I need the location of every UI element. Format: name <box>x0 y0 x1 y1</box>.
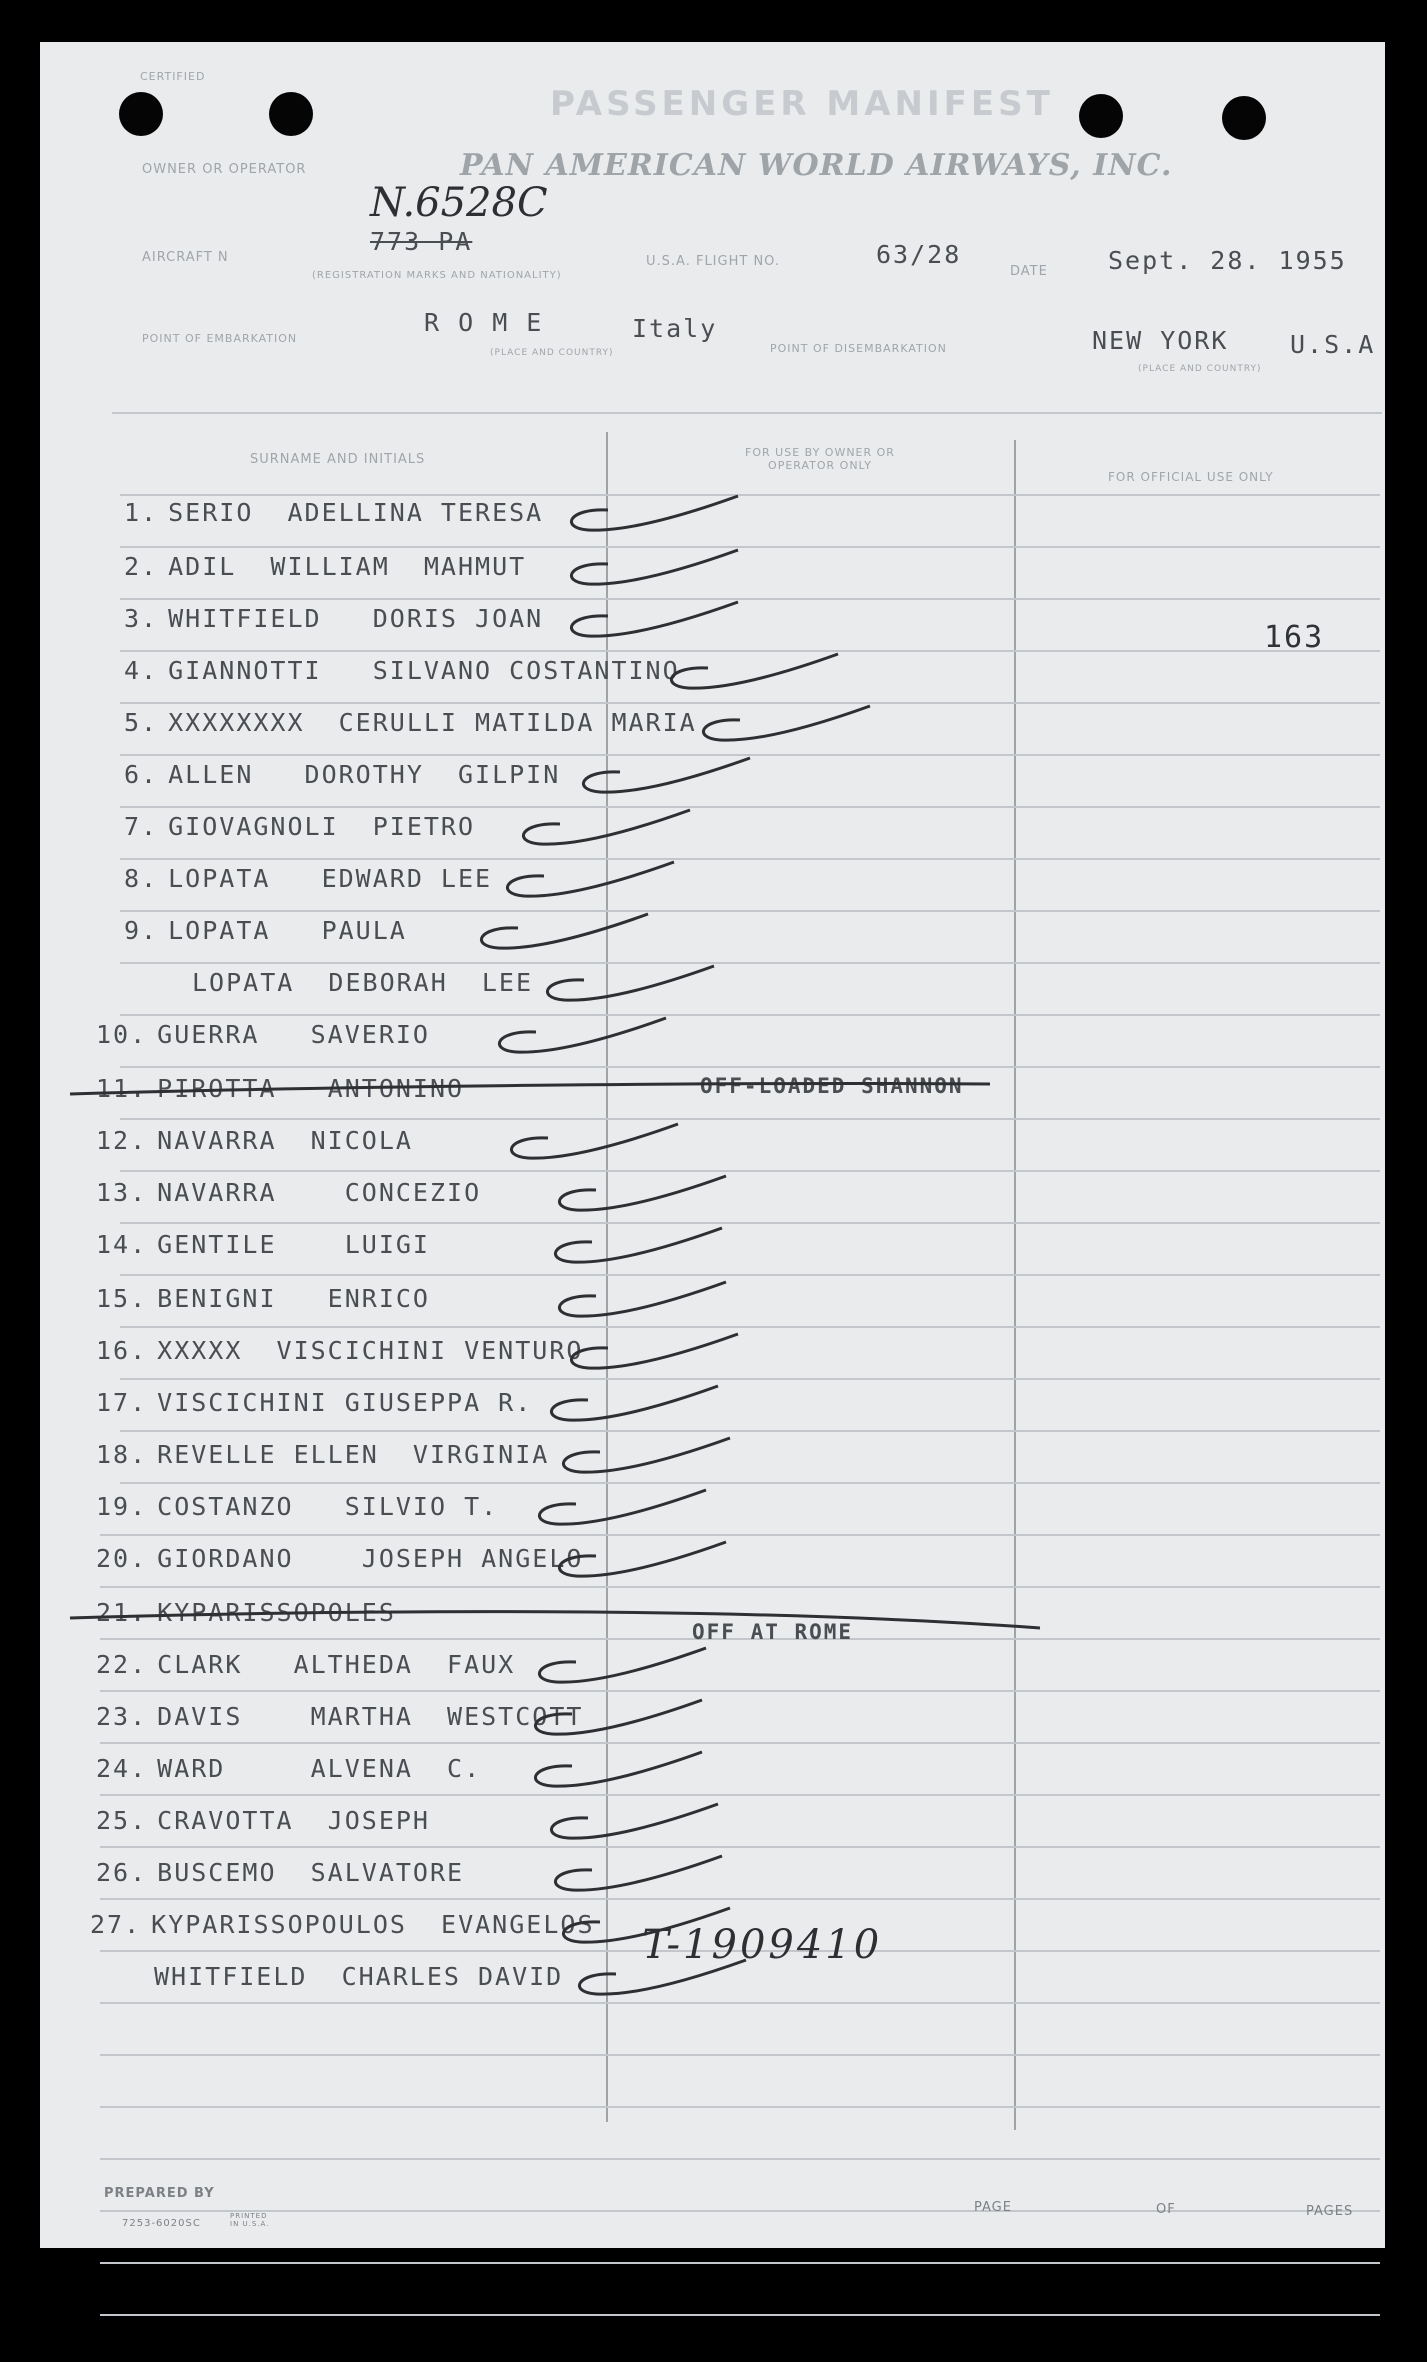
embark-caption: (PLACE AND COUNTRY) <box>490 348 614 358</box>
passenger-name: NAVARRA NICOLA <box>157 1126 413 1155</box>
checkmark <box>571 602 738 636</box>
checkmark <box>555 1228 722 1262</box>
passenger-number: 11. <box>96 1074 148 1103</box>
passenger-number: 25. <box>96 1806 148 1835</box>
passenger-name: LOPATA EDWARD LEE <box>168 864 493 893</box>
flight-number: 63/28 <box>876 240 962 269</box>
passenger-number: 3. <box>124 604 159 633</box>
checkmark <box>507 862 674 896</box>
checkmark <box>499 1018 666 1052</box>
passenger-number: 27. <box>90 1910 142 1939</box>
checkmark <box>551 1804 718 1838</box>
off-at-rome-note: OFF AT ROME <box>692 1620 854 1644</box>
passenger-number: 16. <box>96 1336 148 1365</box>
checkmark <box>535 1700 702 1734</box>
pages-label: PAGES <box>1306 2204 1354 2219</box>
manifest-title: PASSENGER MANIFEST <box>550 84 1054 124</box>
checkmark <box>559 1282 726 1316</box>
date-label: DATE <box>1010 264 1048 279</box>
owner-label: OWNER OR OPERATOR <box>142 162 307 177</box>
passenger-name: XXXXX VISCICHINI VENTURO <box>157 1336 584 1365</box>
checkmark <box>535 1752 702 1786</box>
checkmark <box>481 914 648 948</box>
embark-country: Italy <box>632 314 718 343</box>
flight-label: U.S.A. FLIGHT NO. <box>646 254 780 269</box>
disembark-country: U.S.A <box>1290 330 1376 359</box>
passenger-name: SERIO ADELLINA TERESA <box>168 498 544 527</box>
row-rule <box>100 2314 1380 2316</box>
checkmark <box>571 496 738 530</box>
passenger-name: KYPARISSOPOULOS EVANGELOS <box>151 1910 595 1939</box>
checkmark <box>559 1176 726 1210</box>
passenger-number: 18. <box>96 1440 148 1469</box>
passenger-number: 21. <box>96 1598 148 1627</box>
checkmark <box>583 758 750 792</box>
checkmark <box>539 1648 706 1682</box>
passenger-name: LOPATA DEBORAH LEE <box>192 968 534 997</box>
aircraft-handwritten: N.6528C <box>370 180 548 226</box>
passenger-number: 7. <box>124 812 159 841</box>
passenger-number: 8. <box>124 864 159 893</box>
passenger-number: 1. <box>124 498 159 527</box>
ticket-handwritten: T-1909410 <box>642 1922 883 1968</box>
passenger-number: 4. <box>124 656 159 685</box>
handwritten-checkmarks <box>40 42 1385 2248</box>
col-official-heading: FOR OFFICIAL USE ONLY <box>1108 470 1274 484</box>
disembark-caption: (PLACE AND COUNTRY) <box>1138 364 1262 374</box>
flight-date: Sept. 28. 1955 <box>1108 246 1347 275</box>
passenger-number: 10. <box>96 1020 148 1049</box>
row-rule <box>100 2262 1380 2264</box>
passenger-name: VISCICHINI GIUSEPPA R. <box>157 1388 533 1417</box>
passenger-number: 24. <box>96 1754 148 1783</box>
checkmark <box>571 1334 738 1368</box>
passenger-number: 26. <box>96 1858 148 1887</box>
passenger-number: 6. <box>124 760 159 789</box>
passenger-number: 23. <box>96 1702 148 1731</box>
embark-label: POINT OF EMBARKATION <box>142 332 298 345</box>
checkmark <box>571 550 738 584</box>
passenger-number: 9. <box>124 916 159 945</box>
passenger-number: 19. <box>96 1492 148 1521</box>
checkmark <box>563 1438 730 1472</box>
checkmark <box>523 810 690 844</box>
checkmark <box>511 1124 678 1158</box>
printed-in-usa: PRINTED IN U.S.A. <box>230 2212 270 2228</box>
registration-caption: (REGISTRATION MARKS AND NATIONALITY) <box>312 270 562 281</box>
passenger-name: CLARK ALTHEDA FAUX <box>157 1650 516 1679</box>
checkmark <box>539 1490 706 1524</box>
page-label: PAGE <box>974 2200 1012 2215</box>
embark-city: R O M E <box>424 308 544 337</box>
passenger-number: 20. <box>96 1544 148 1573</box>
passenger-number: 12. <box>96 1126 148 1155</box>
passenger-name: WHITFIELD DORIS JOAN <box>168 604 544 633</box>
disembark-label: POINT OF DISEMBARKATION <box>770 342 947 355</box>
passenger-number: 17. <box>96 1388 148 1417</box>
passenger-number: 22. <box>96 1650 148 1679</box>
disembark-city: NEW YORK <box>1092 326 1229 355</box>
form-number: 7253-6020SC <box>122 2218 201 2229</box>
passenger-name: KYPARISSOPOLES <box>157 1598 396 1627</box>
passenger-name: REVELLE ELLEN VIRGINIA <box>157 1440 550 1469</box>
aircraft-typed: 773 PA <box>370 227 473 256</box>
passenger-name: NAVARRA CONCEZIO <box>157 1178 482 1207</box>
checkmark <box>579 1960 746 1994</box>
passenger-number: 5. <box>124 708 159 737</box>
passenger-number: 15. <box>96 1284 148 1313</box>
passenger-name: BUSCEMO SALVATORE <box>157 1858 465 1887</box>
checkmark <box>547 966 714 1000</box>
official-count: 163 <box>1264 620 1325 655</box>
passenger-name: XXXXXXXX CERULLI MATILDA MARIA <box>168 708 697 737</box>
passenger-name: DAVIS MARTHA WESTCOTT <box>157 1702 584 1731</box>
col-surname-heading: SURNAME AND INITIALS <box>250 452 426 467</box>
checkmark <box>703 706 870 740</box>
passenger-name: ALLEN DOROTHY GILPIN <box>168 760 561 789</box>
passenger-name: ADIL WILLIAM MAHMUT <box>168 552 527 581</box>
strike-through-line <box>70 1083 990 1094</box>
passenger-name: WHITFIELD CHARLES DAVID <box>154 1962 564 1991</box>
passenger-name: COSTANZO SILVIO T. <box>157 1492 499 1521</box>
prepared-by-label: PREPARED BY <box>104 2186 215 2201</box>
passenger-name: GUERRA SAVERIO <box>157 1020 430 1049</box>
checkmark <box>671 654 838 688</box>
passenger-name: BENIGNI ENRICO <box>157 1284 430 1313</box>
passenger-name: PIROTTA ANTONINO <box>157 1074 465 1103</box>
passenger-name: CRAVOTTA JOSEPH <box>157 1806 430 1835</box>
checkmark <box>551 1386 718 1420</box>
passenger-name: GIOVAGNOLI PIETRO <box>168 812 476 841</box>
passenger-name: GIORDANO JOSEPH ANGELO <box>157 1544 584 1573</box>
passenger-number: 14. <box>96 1230 148 1259</box>
passenger-name: GENTILE LUIGI <box>157 1230 430 1259</box>
checkmark <box>559 1542 726 1576</box>
passenger-name: WARD ALVENA C. <box>157 1754 482 1783</box>
strike-through-line <box>70 1612 1040 1628</box>
of-label: OF <box>1156 2202 1176 2217</box>
certified-stamp: CERTIFIED <box>140 70 206 83</box>
offloaded-note: OFF-LOADED SHANNON <box>700 1074 964 1098</box>
aircraft-label: AIRCRAFT N <box>142 250 229 265</box>
passenger-name: GIANNOTTI SILVANO COSTANTINO <box>168 656 680 685</box>
owner-name: PAN AMERICAN WORLD AIRWAYS, INC. <box>460 148 1173 183</box>
passenger-number: 2. <box>124 552 159 581</box>
checkmark <box>555 1856 722 1890</box>
manifest-sheet <box>40 42 1385 2248</box>
passenger-number: 13. <box>96 1178 148 1207</box>
passenger-name: LOPATA PAULA <box>168 916 407 945</box>
checkmark <box>563 1908 730 1942</box>
col-owner-heading: FOR USE BY OWNER OR OPERATOR ONLY <box>745 446 895 472</box>
